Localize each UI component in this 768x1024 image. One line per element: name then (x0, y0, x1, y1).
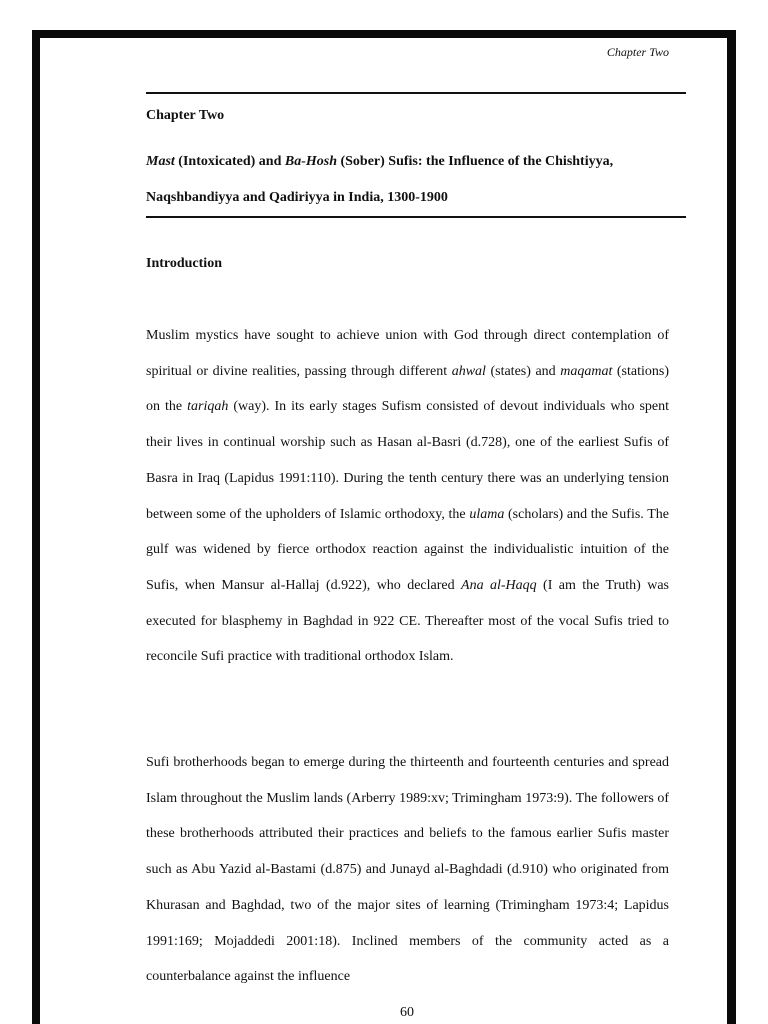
paragraph-text: (way). In its early stages Sufism consisted of devout individuals who spent their lives in continual worship such as Hasan al-Basri (d.728), one of the earliest Sufis of Basra in Iraq (Lapidus 1991:110). During the tenth century there was an underlying tension between some of the upholders of Islamic orthodoxy, the (146, 399, 669, 522)
chapter-title-term-mast: Mast (146, 154, 175, 169)
paragraph-text: (scholars) and the Sufis. The gulf was widened by fierce orthodox reaction against the individualistic intuition of the Sufis, when Mansur al-Hallaj (d.922), who declared (146, 506, 669, 593)
paragraph-text: (I am the Truth) was executed for blasphemy in Baghdad in 922 CE. Thereafter most of the vocal Sufis tried to reconcile Sufi practice with traditional orthodox Islam. (146, 577, 669, 665)
title-rule-top (146, 92, 686, 94)
paragraph-text: (stations) on the (146, 363, 669, 415)
paragraph-term: maqamat (560, 363, 613, 379)
chapter-title-text: (Sober) Sufis: the Influence of the Chishtiyya, Naqshbandiyya and Qadiriyya in India, 1300-1900 (146, 154, 614, 205)
chapter-title-term-ba-hosh: Ba-Hosh (284, 154, 337, 169)
paragraph-term: ahwal (451, 363, 486, 379)
running-head: Chapter Two (606, 45, 669, 59)
paragraph-term: tariqah (187, 399, 229, 415)
section-heading: Introduction (146, 256, 222, 271)
paragraph-text: (states) and (485, 363, 561, 379)
page-number: 60 (400, 1005, 414, 1020)
paragraph-term: Ana al-Haqq (461, 577, 537, 593)
paragraph-text: Muslim mystics have sought to achieve union with God through direct contemplation of spiritual or divine realities, passing through different (146, 328, 669, 379)
paragraph-term: ulama (469, 506, 505, 522)
chapter-title (146, 144, 686, 216)
chapter-label: Chapter Two (146, 108, 225, 123)
chapter-title-text: (Intoxicated) and (174, 154, 285, 169)
title-rule-bottom (146, 216, 686, 218)
body-paragraph-2: Sufi brotherhoods began to emerge during the thirteenth and fourteenth centuries and spread Islam throughout the Muslim lands (Arberry 1989:xv; Trimingham 1973:9). The followers of these brotherhoods attributed their practices and beliefs to the famous earlier Sufis master such as Abu Yazid al-Bastami (d.875) and Junayd al-Baghdadi (d.910) who originated from Khurasan and Baghdad, two of the major sites of learning (Trimingham 1973:4; Lapidus 1991:169; Mojaddedi 2001:18). Inclined members of the community acted as a counterbalance against the influence (146, 755, 669, 985)
body-paragraph-1 (146, 318, 669, 675)
